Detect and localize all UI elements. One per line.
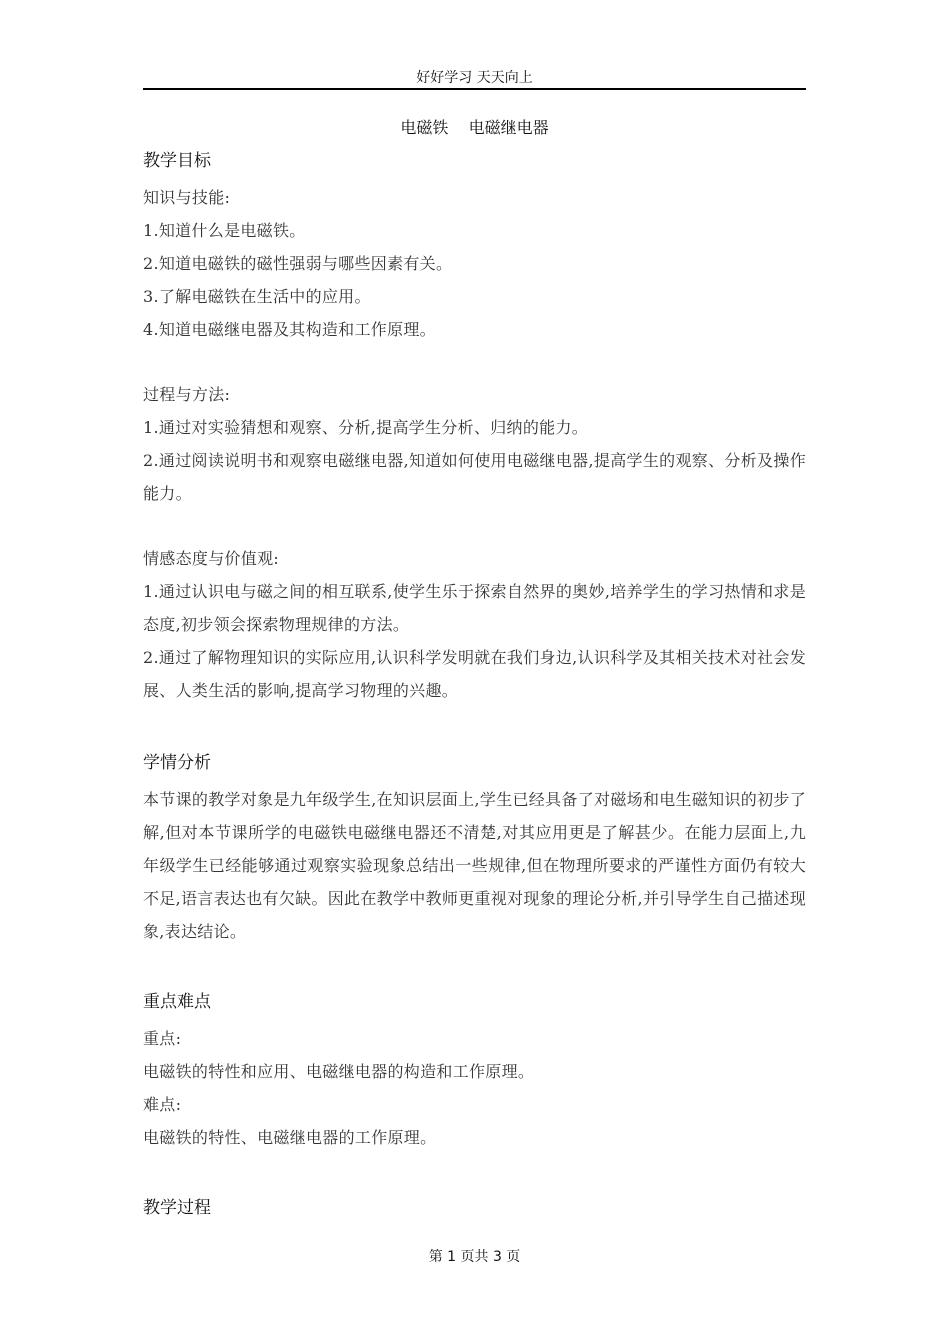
knowledge-item: 4.知道电磁继电器及其构造和工作原理。 [143, 320, 436, 339]
process-label: 过程与方法: [143, 385, 231, 404]
key-label: 重点: [143, 1029, 182, 1048]
process-item: 2.通过阅读说明书和观察电磁继电器,知道如何使用电磁继电器,提高学生的观察、分析及操作能力。 [143, 451, 806, 503]
goals-knowledge-block [143, 181, 806, 346]
knowledge-item: 2.知道电磁铁的磁性强弱与哪些因素有关。 [143, 254, 453, 273]
knowledge-label: 知识与技能: [143, 188, 231, 207]
emotion-label: 情感态度与价值观: [143, 549, 280, 568]
key-points-block [143, 1022, 806, 1154]
difficult-text: 电磁铁的特性、电磁继电器的工作原理。 [143, 1128, 437, 1147]
header-divider [143, 88, 806, 90]
goals-emotion-block [143, 542, 806, 707]
emotion-item: 2.通过了解物理知识的实际应用,认识科学发明就在我们身边,认识科学及其相关技术对社会发展、人类生活的影响,提高学习物理的兴趣。 [143, 648, 806, 700]
document-title: 电磁铁 电磁继电器 [400, 118, 549, 137]
section-heading-process: 教学过程 [143, 1198, 211, 1218]
emotion-item: 1.通过认识电与磁之间的相互联系,使学生乐于探索自然界的奥妙,培养学生的学习热情和求是态度,初步领会探索物理规律的方法。 [143, 582, 806, 634]
process-item: 1.通过对实验猜想和观察、分析,提高学生分析、归纳的能力。 [143, 418, 589, 437]
page-footer: 第 1 页共 3 页 [428, 1249, 521, 1265]
knowledge-item: 3.了解电磁铁在生活中的应用。 [143, 287, 371, 306]
page-header: 好好学习 天天向上 [416, 70, 533, 86]
section-heading-analysis: 学情分析 [143, 753, 211, 773]
key-text: 电磁铁的特性和应用、电磁继电器的构造和工作原理。 [143, 1062, 535, 1081]
analysis-block [143, 783, 806, 948]
analysis-paragraph: 本节课的教学对象是九年级学生,在知识层面上,学生已经具备了对磁场和电生磁知识的初步了解,但对本节课所学的电磁铁电磁继电器还不清楚,对其应用更是了解甚少。在能力层面上,九年级学生已经能够通过观察实验现象总结出一些规律,但在物理所要求的严谨性方面仍有较大不足,语言表达也有欠缺。因此在教学中教师更重视对现象的理论分析,并引导学生自己描述现象,表达结论。 [143, 790, 806, 941]
difficult-label: 难点: [143, 1095, 182, 1114]
knowledge-item: 1.知道什么是电磁铁。 [143, 221, 306, 240]
goals-process-block [143, 378, 806, 510]
section-heading-goals: 教学目标 [143, 151, 211, 171]
section-heading-key-points: 重点难点 [143, 992, 211, 1012]
